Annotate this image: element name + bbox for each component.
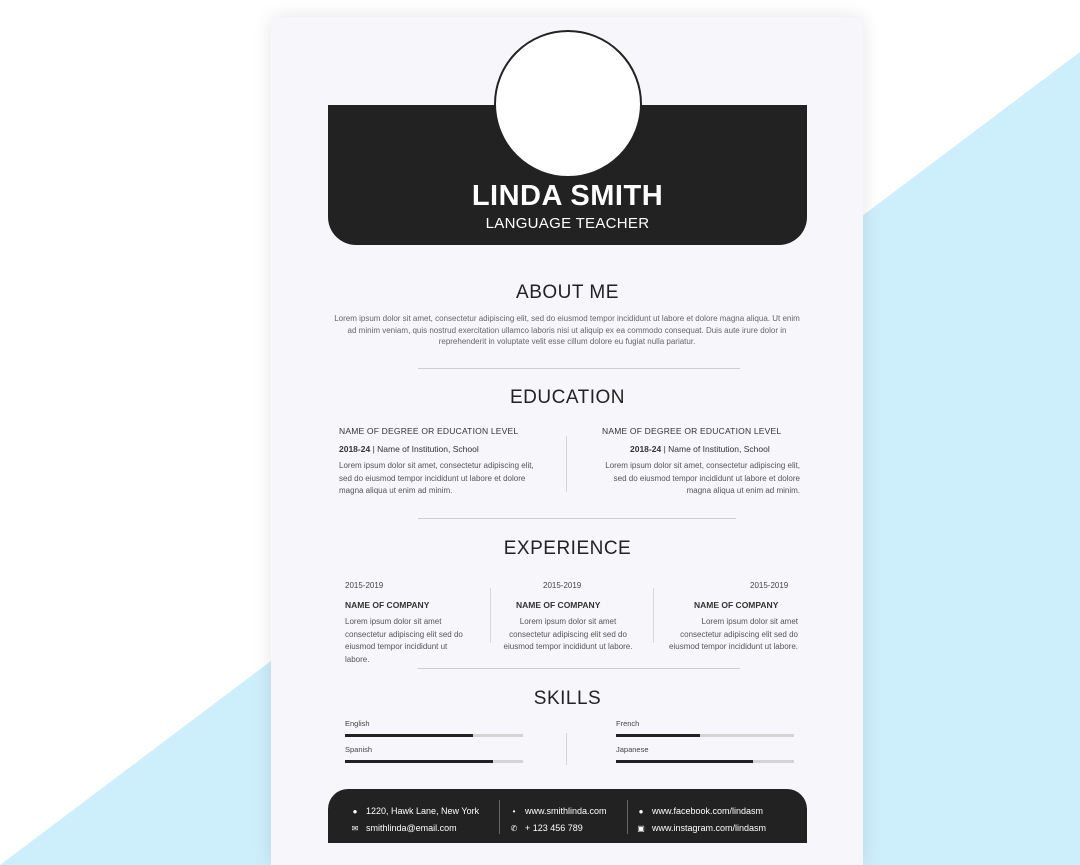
education-1-years: 2018-24 [339, 444, 371, 454]
experience-divider-1 [490, 588, 491, 643]
instagram-icon: ▣ [637, 823, 645, 833]
experience-3-text: Lorem ipsum dolor sit amet consectetur adipiscing elit sed do eiusmod tempor incididunt ut labore. [669, 617, 798, 651]
contact-email[interactable] [350, 823, 457, 833]
contact-footer [328, 789, 807, 843]
profile-photo-placeholder [494, 30, 642, 178]
education-1-text: Lorem ipsum dolor sit amet, consectetur adipiscing elit, sed do eiusmod tempor incididunt ut labore et dolore magna aliqua ut enim ad minim. [339, 461, 534, 495]
experience-2-text: Lorem ipsum dolor sit amet consectetur adipiscing elit sed do eiusmod tempor incididunt ut labore. [503, 617, 633, 651]
experience-2-company: NAME OF COMPANY [516, 600, 601, 610]
skill-3-label: French [616, 719, 640, 728]
skill-2-label: Spanish [345, 745, 373, 754]
skills-heading: SKILLS [533, 688, 602, 709]
skill-4-fill [616, 760, 753, 763]
education-divider [566, 436, 567, 492]
phone-icon: ✆ [510, 823, 518, 833]
mail-icon: ✉ [351, 823, 359, 833]
education-1-title: NAME OF DEGREE OR EDUCATION LEVEL [339, 426, 519, 436]
education-heading: EDUCATION [510, 387, 625, 408]
resume-name: LINDA SMITH [471, 180, 664, 212]
contact-address [350, 806, 479, 816]
footer-divider-2 [627, 800, 628, 834]
skill-3-fill [616, 734, 700, 737]
contact-phone [509, 823, 583, 833]
contact-phone-text: + 123 456 789 [525, 823, 583, 833]
experience-divider-2 [653, 588, 654, 643]
contact-email-text[interactable]: smithlinda@email.com [366, 823, 457, 833]
contact-website-text[interactable]: www.smithlinda.com [525, 806, 607, 816]
education-2-school: Name of Institution, School [668, 444, 770, 454]
contact-website[interactable] [509, 806, 607, 816]
globe-icon: • [512, 806, 516, 816]
about-heading: ABOUT ME [516, 282, 619, 303]
experience-2-years: 2015-2019 [543, 581, 582, 590]
facebook-icon: ● [638, 806, 644, 816]
contact-facebook[interactable] [636, 806, 763, 816]
skill-2-bar [345, 760, 523, 763]
about-text: Lorem ipsum dolor sit amet, consectetur adipiscing elit, sed do eiusmod tempor incididunt ut labore et dolore magna aliqua. Ut enim ad minim veniam, quis nostrud exercitation ullamco laboris nisi ut aliquip ex ea commodo consequat. Duis aute irure dolor in reprehenderit in voluptate velit esse cillum dolore eu fugiat nulla pariatur. [334, 314, 800, 346]
footer-divider-1 [499, 800, 500, 834]
resume-role: LANGUAGE TEACHER [485, 215, 650, 232]
skill-1-fill [345, 734, 473, 737]
contact-address-text: 1220, Hawk Lane, New York [366, 806, 480, 816]
location-pin-icon: ● [352, 806, 358, 816]
skill-1-bar [345, 734, 523, 737]
divider-about [418, 368, 740, 369]
education-1-school: Name of Institution, School [377, 444, 479, 454]
skill-3-bar [616, 734, 794, 737]
skill-4-label: Japanese [616, 745, 649, 754]
divider-experience [418, 668, 740, 669]
contact-instagram-text[interactable]: www.instagram.com/lindasm [652, 823, 767, 833]
experience-heading: EXPERIENCE [503, 538, 632, 559]
experience-1-years: 2015-2019 [345, 581, 384, 590]
contact-instagram[interactable] [636, 823, 766, 833]
contact-facebook-text[interactable]: www.facebook.com/lindasm [652, 806, 764, 816]
divider-education [418, 518, 736, 519]
education-2-title: NAME OF DEGREE OR EDUCATION LEVEL [602, 426, 782, 436]
experience-1-company: NAME OF COMPANY [345, 600, 430, 610]
experience-1-text: Lorem ipsum dolor sit amet consectetur adipiscing elit sed do eiusmod tempor incididunt ut labore. [345, 617, 463, 664]
experience-3-company: NAME OF COMPANY [694, 600, 779, 610]
skill-2-fill [345, 760, 493, 763]
skill-4-bar [616, 760, 794, 763]
education-2-years: 2018-24 [630, 444, 662, 454]
education-2-date: 2018-24 | Name of Institution, School [630, 444, 770, 454]
education-1-date: 2018-24 | Name of Institution, School [339, 444, 479, 454]
education-2-text: Lorem ipsum dolor sit amet, consectetur adipiscing elit, sed do eiusmod tempor incididunt ut labore et dolore magna aliqua ut enim ad minim. [605, 461, 800, 495]
experience-3-years: 2015-2019 [750, 581, 789, 590]
skills-divider [566, 733, 567, 765]
skill-1-label: English [345, 719, 370, 728]
